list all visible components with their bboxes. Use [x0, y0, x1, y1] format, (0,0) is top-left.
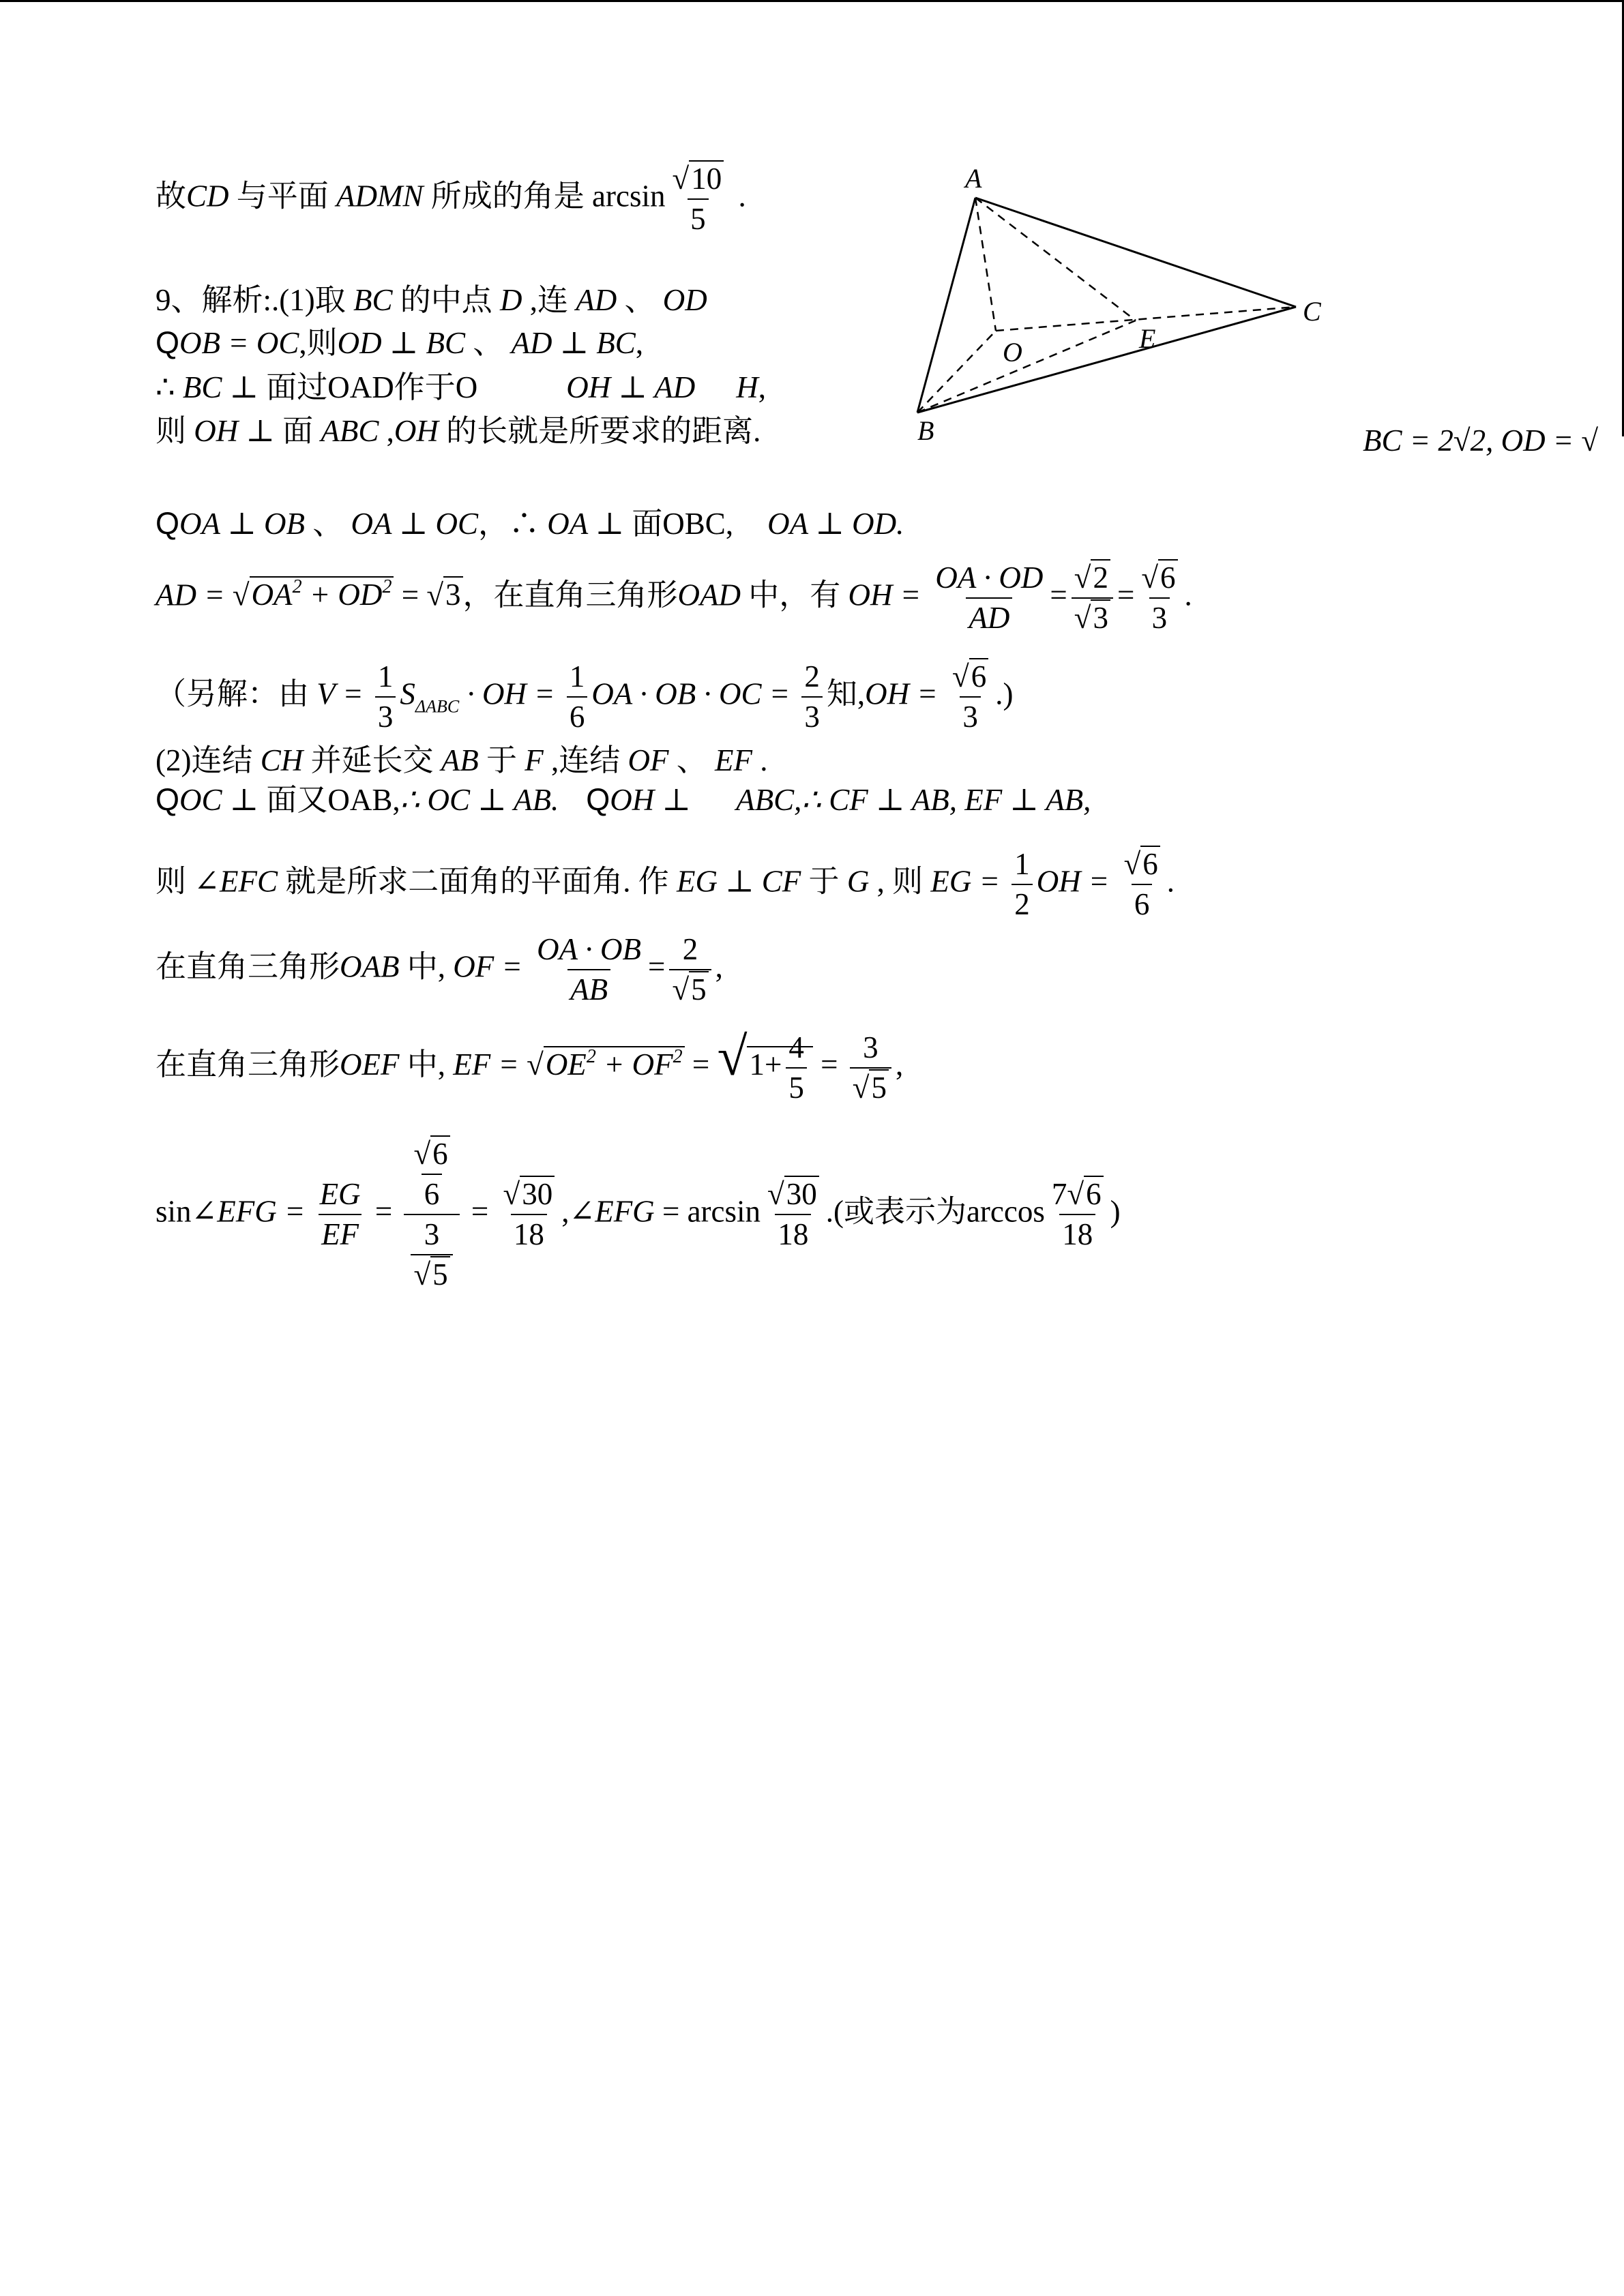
- text: .: [1184, 578, 1192, 612]
- denominator: 3: [1149, 597, 1170, 633]
- numerator: 2: [682, 932, 698, 966]
- text: ,: [715, 949, 723, 984]
- math: OAB: [340, 949, 400, 984]
- text: .: [752, 743, 768, 777]
- numerator: 3: [424, 1217, 440, 1251]
- denominator: 3: [1091, 599, 1110, 635]
- text: =: [394, 578, 427, 612]
- text: 所成的角是 arcsin: [423, 179, 666, 213]
- numerator: 1: [1014, 847, 1030, 881]
- fraction: [317, 1179, 364, 1250]
- math: + OF: [595, 1047, 673, 1082]
- fraction: [375, 661, 396, 732]
- text: ,: [379, 414, 394, 448]
- math: OH =: [1036, 864, 1117, 899]
- math: CH: [260, 743, 304, 777]
- text: ): [1110, 1194, 1121, 1229]
- text: 知,: [826, 676, 866, 711]
- math: BC ⊥: [182, 370, 267, 404]
- text-line-2: [156, 285, 707, 316]
- overlapped-text: 面又OAB,: [266, 783, 400, 817]
- math: D: [500, 283, 522, 317]
- denominator: 3: [375, 696, 396, 732]
- math: OH ⊥: [194, 414, 283, 448]
- radical: √3: [426, 576, 462, 612]
- math: AD ⊥ BC: [511, 326, 636, 360]
- text: .(或表示为arccos: [825, 1194, 1045, 1229]
- text: .): [995, 676, 1014, 711]
- text-line-10: [156, 784, 1091, 816]
- text: 、: [668, 743, 715, 777]
- numerator-radicand: 6: [1084, 1176, 1104, 1211]
- tetrahedron-figure: [887, 164, 1364, 457]
- edge-ae: [975, 198, 1136, 320]
- text: 故: [156, 179, 187, 213]
- text: 在直角三角形: [156, 1047, 340, 1082]
- math: ABC,: [736, 783, 802, 817]
- math: OH: [394, 414, 439, 448]
- text-line-7: AD = $√OA^2 + OD^2 = √3$，在直角三角形OAD 中，有 OH = $\frac{OA \cdot OD}{AD}$ = $\frac{√2}{√3}$ = $\frac{√6}{3}$ .: [156, 561, 1192, 635]
- text: 并延长交: [303, 743, 441, 777]
- edge-be: [917, 320, 1136, 413]
- numerator: OA · OB: [537, 932, 642, 966]
- math: ∴ OC ⊥ AB.: [400, 783, 559, 817]
- vertex-label-c: C: [1303, 296, 1321, 327]
- denominator: 2: [1012, 884, 1033, 920]
- math: BC: [353, 283, 393, 317]
- math: V =: [316, 676, 371, 711]
- clipped-fragment: BC = 2√2, OD = √: [1363, 423, 1599, 458]
- text: ,连结: [543, 743, 628, 777]
- math: OEF: [340, 1047, 400, 1082]
- math: ABC: [321, 414, 379, 448]
- numerator: 30: [520, 1176, 555, 1211]
- math: AB: [441, 743, 479, 777]
- math: OH ⊥ AD: [566, 370, 696, 404]
- numerator: 3: [863, 1030, 879, 1064]
- math: OD ⊥ BC: [337, 326, 465, 360]
- math: F: [525, 743, 544, 777]
- radical: √1+ $\frac{4}{5}$: [718, 1047, 813, 1082]
- text: 于: [478, 743, 525, 777]
- denominator: 5: [689, 971, 709, 1007]
- math: EG ⊥ CF: [676, 864, 801, 899]
- text: sin: [156, 1194, 192, 1229]
- symbol-because: Q: [156, 506, 180, 541]
- math: ∠EFG =: [191, 1194, 313, 1229]
- math: AD =: [156, 578, 233, 612]
- text: ，在直角三角形: [462, 578, 678, 612]
- radical: $√OA^2 + OD^2$: [233, 576, 394, 612]
- math: OA ⊥ OB: [179, 507, 305, 541]
- math: OH =: [848, 578, 929, 612]
- math: OAD: [677, 578, 741, 612]
- numerator: 1: [377, 659, 394, 694]
- denominator: AD: [966, 597, 1012, 633]
- radicand: 3: [443, 576, 463, 612]
- symbol-because: Q: [586, 782, 610, 817]
- overlapped-text: 面OBC,: [632, 507, 734, 541]
- fraction: $\frac{3}{√5}$: [411, 1219, 452, 1290]
- denominator: 3: [960, 696, 981, 732]
- math: + OD: [301, 578, 383, 612]
- fraction: $\frac{√6}{6}$: [1121, 849, 1163, 920]
- numerator: 4: [788, 1030, 804, 1064]
- text-line-11: [156, 849, 1175, 920]
- fraction: $\frac{√30}{18}$: [765, 1179, 822, 1250]
- math: OD: [662, 283, 707, 317]
- text: = arcsin: [654, 1194, 761, 1229]
- numerator: 6: [1158, 559, 1178, 595]
- text: 面: [282, 414, 321, 448]
- text: 的长就是所要求的距离.: [438, 414, 761, 448]
- math: AD: [576, 283, 617, 317]
- symbol-because: Q: [156, 782, 180, 817]
- edge-bc: [917, 307, 1296, 413]
- math: OA: [251, 578, 293, 612]
- fraction: $\frac{√10}{5}$: [670, 164, 727, 235]
- denominator: 18: [775, 1214, 811, 1250]
- numerator: 2: [1091, 559, 1110, 595]
- text-line-8: [156, 661, 1013, 732]
- text: .: [1166, 864, 1175, 899]
- math: G: [846, 864, 870, 899]
- text: 、: [464, 326, 512, 360]
- text: 的中点: [392, 283, 501, 317]
- text: 、: [305, 507, 351, 541]
- fraction: $\frac{2}{√5}$: [669, 934, 711, 1005]
- text-line-3: [156, 327, 643, 359]
- numerator: 6: [430, 1135, 450, 1171]
- text: ,: [561, 1194, 570, 1229]
- text: ，∴: [478, 507, 548, 541]
- fraction: [932, 563, 1046, 633]
- edge-ao: [975, 198, 996, 331]
- fraction: [1012, 849, 1033, 920]
- page-top-border: [0, 0, 1624, 2]
- fraction: [801, 661, 823, 732]
- text: 中,: [399, 949, 454, 984]
- math: OH ⊥: [610, 783, 699, 817]
- fraction: $\frac{√6}{3}$: [1138, 563, 1180, 633]
- denominator: EF: [319, 1214, 361, 1250]
- math-cd: CD: [186, 179, 229, 213]
- text: ,: [635, 326, 644, 360]
- math: OC ⊥: [179, 783, 267, 817]
- denominator: AB: [567, 969, 610, 1005]
- symbol-because: Q: [156, 325, 180, 360]
- denominator: 5: [688, 198, 709, 235]
- fraction: $\frac{√2}{√3}$: [1072, 563, 1113, 633]
- math: S: [400, 676, 415, 711]
- math: · OH =: [459, 676, 563, 711]
- text: 与平面: [228, 179, 337, 213]
- math: OF =: [453, 949, 531, 984]
- text: 中，有: [741, 578, 848, 612]
- fraction: $\frac{√30}{18}$: [501, 1179, 558, 1250]
- math: OA ⊥: [547, 507, 632, 541]
- math: OF: [628, 743, 669, 777]
- numerator: 7: [1051, 1177, 1067, 1211]
- denominator: 5: [869, 1069, 889, 1105]
- numerator: 10: [689, 160, 724, 196]
- compound-fraction: [404, 1139, 459, 1290]
- numerator: 6: [1140, 846, 1160, 881]
- denominator: 3: [801, 696, 823, 732]
- denominator: 5: [430, 1256, 450, 1292]
- math: ∠EFC: [194, 864, 278, 899]
- text: 9、解析:.(1)取: [156, 283, 353, 317]
- denominator: 6: [567, 696, 588, 732]
- math: OH =: [865, 676, 945, 711]
- math: EG =: [930, 864, 1008, 899]
- fraction: $\frac{7√6}{18}$: [1049, 1179, 1106, 1250]
- math: OA ⊥ OC: [351, 507, 479, 541]
- text-line-13: 在直角三角形OEF 中, EF = $√OE^2 + OF^2 = √1+$ $\frac{4}{5}$ = $\frac{3}{√5}$ ,: [156, 1027, 904, 1105]
- text-line-12: 在直角三角形OAB 中, OF = $\frac{OA \cdot OB}{AB}$ = $\frac{2}{√5}$ ,: [156, 932, 723, 1007]
- math: OE: [545, 1047, 587, 1082]
- math: OA ⊥ OD.: [767, 507, 904, 541]
- math: OA · OB · OC =: [591, 676, 798, 711]
- text: ,连: [522, 283, 576, 317]
- vertex-label-e: E: [1139, 323, 1156, 354]
- text: （另解：由: [156, 676, 317, 711]
- overlapped-text: 面过OAD作于O: [266, 370, 478, 404]
- math: ∠EFG: [569, 1194, 655, 1229]
- fraction: [786, 1032, 807, 1103]
- fraction: $\frac{√6}{3}$: [949, 661, 991, 732]
- text-line-14: sin∠EFG = $\frac{EG}{EF}$ = $\frac{\frac{√6}{6}}{\frac{3}{√5}}$ = $\frac{√30}{18}$ ,∠EFG = arcsin $\frac{√30}{18}$ .(或表示为arccos $\frac{7√6}{18}$ ): [156, 1137, 1121, 1292]
- text: ,则: [299, 326, 338, 360]
- fraction: [567, 661, 588, 732]
- edge-ab: [917, 198, 975, 413]
- edge-ac: [975, 198, 1296, 307]
- text: (2)连结: [156, 743, 261, 777]
- text: 中,: [399, 1047, 454, 1082]
- numerator: 2: [804, 659, 820, 694]
- math-plane: ADMN: [336, 179, 424, 213]
- denominator: 18: [1059, 1214, 1095, 1250]
- text: .: [730, 179, 746, 213]
- denominator: 18: [511, 1214, 547, 1250]
- math: ∴ CF ⊥ AB, EF ⊥ AB,: [801, 783, 1091, 817]
- text-line-5: [156, 416, 761, 447]
- text: 、: [617, 283, 663, 317]
- numerator: EG: [319, 1177, 361, 1211]
- fraction: [534, 934, 644, 1005]
- vertex-label-o: O: [1003, 337, 1022, 368]
- denominator: 6: [1132, 884, 1153, 920]
- text-line-6: [156, 508, 904, 539]
- fraction: $\frac{√6}{6}$: [411, 1139, 452, 1210]
- fraction: $\frac{3}{√5}$: [850, 1032, 891, 1103]
- math: EF =: [453, 1047, 527, 1082]
- text: 则: [156, 864, 194, 899]
- radical: $√OE^2 + OF^2$: [527, 1046, 685, 1082]
- subscript: ΔABC: [415, 696, 460, 717]
- text: , 则: [869, 864, 931, 899]
- denominator: 6: [422, 1174, 443, 1210]
- math: EF: [715, 743, 753, 777]
- math: 1+: [749, 1047, 782, 1082]
- vertex-label-b: B: [917, 415, 934, 446]
- text-line-4: [156, 372, 766, 403]
- symbol-therefore: ∴: [156, 370, 183, 404]
- math: H: [736, 370, 758, 404]
- numerator: 30: [784, 1176, 819, 1211]
- text: 于: [801, 864, 847, 899]
- text: 在直角三角形: [156, 949, 340, 984]
- text-line-9: [156, 745, 768, 776]
- text-line-1: [156, 164, 746, 235]
- text: 就是所求二面角的平面角. 作: [277, 864, 677, 899]
- numerator: 1: [569, 659, 585, 694]
- text: ,: [895, 1047, 904, 1082]
- numerator: 6: [969, 658, 989, 694]
- text: ,: [758, 370, 766, 404]
- denominator: 5: [786, 1067, 807, 1103]
- text: 则: [156, 414, 194, 448]
- vertex-label-a: A: [965, 164, 982, 194]
- math: OB = OC: [179, 326, 299, 360]
- numerator: OA · OD: [935, 561, 1044, 595]
